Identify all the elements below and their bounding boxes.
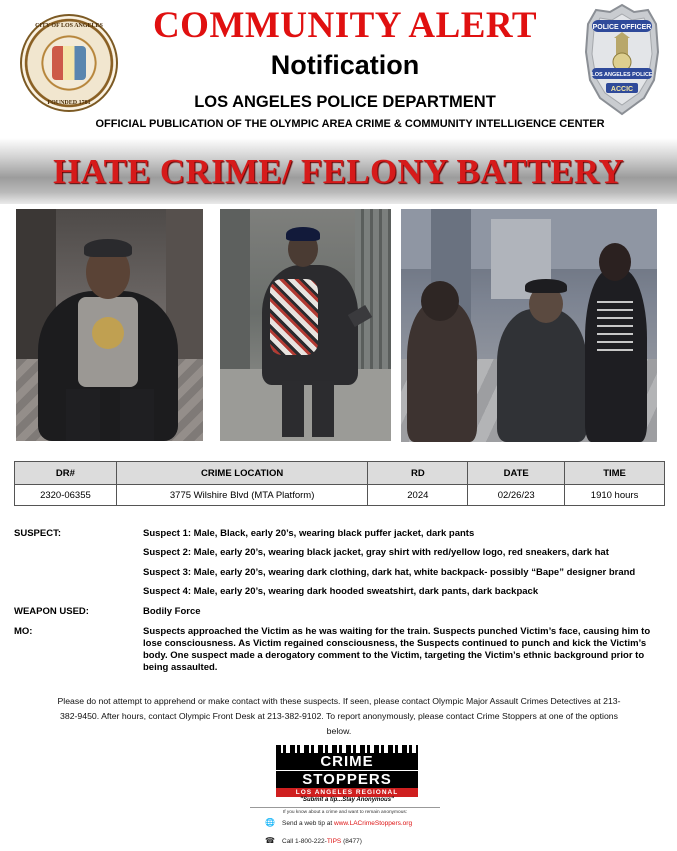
call-tips-word: TIPS	[326, 838, 342, 845]
header-crime-location: CRIME LOCATION	[116, 462, 368, 485]
suspect-4-description: Suspect 4: Male, early 20’s, wearing dark hooded sweatshirt, dark pants, dark backpack	[143, 586, 539, 597]
seal-bottom-text: FOUNDED 1781	[47, 100, 91, 106]
header-date: DATE	[468, 462, 565, 485]
web-tip-link[interactable]: www.LACrimeStoppers.org	[334, 820, 413, 827]
web-tip-prefix: Send a web tip at	[282, 820, 335, 827]
call-suffix: (8477)	[341, 838, 362, 845]
crime-headline: HATE CRIME/ FELONY BATTERY	[53, 152, 624, 191]
badge-middle-text: LOS ANGELES POLICE	[591, 72, 653, 78]
rd-cell: 2024	[368, 485, 468, 506]
contact-notice: Please do not attempt to apprehend or make contact with these suspects. If seen, please contact Olympic Major Assault Crimes Detectives at 213-382-9450. After hours, contact Olympic Front Desk at 213-382-9102. To report anonymously, please contact Crime Stoppers at one of the options below.	[57, 696, 621, 736]
badge-bottom-text: ACCIC	[610, 86, 634, 93]
anonymous-note: If you know about a crime and want to remain anonymous:	[282, 810, 408, 815]
mo-label: MO:	[14, 626, 33, 637]
mo-description: Suspects approached the Victim as he was waiting for the train. Suspects punched Victim’s face, causing him to lose consciousness. As Victim regained consciousness, the Suspects continued to punch and kick the Victim’s body. One suspect made a derogatory comment to the Victim, targeting the Victim’s ethnic background prior to being assaulted.	[143, 626, 651, 673]
phone-icon: ☎	[265, 836, 275, 845]
header-dr-number: DR#	[15, 462, 117, 485]
skyline-graphic	[276, 745, 418, 753]
weapon-value: Bodily Force	[143, 606, 201, 617]
badge-top-text: POLICE OFFICER	[592, 24, 652, 31]
logo-crime-text: CRIME	[276, 753, 418, 770]
date-cell: 02/26/23	[468, 485, 565, 506]
police-badge-logo	[582, 2, 662, 118]
table-row	[15, 485, 665, 506]
suspect-label: SUSPECT:	[14, 528, 61, 539]
suspect-2-description: Suspect 2: Male, early 20’s, wearing black jacket, gray shirt with red/yellow logo, red sneakers, dark hat	[143, 547, 609, 558]
publication-line: OFFICIAL PUBLICATION OF THE OLYMPIC AREA CRIME & COMMUNITY INTELLIGENCE CENTER	[95, 118, 605, 130]
time-cell: 1910 hours	[565, 485, 665, 506]
header-time: TIME	[565, 462, 665, 485]
surveillance-photo-2	[220, 209, 391, 441]
seal-shield-icon	[52, 46, 86, 80]
weapon-label: WEAPON USED:	[14, 606, 89, 617]
call-tip-line	[265, 836, 465, 845]
surveillance-photo-3	[401, 209, 657, 442]
notification-subtitle: Notification	[270, 50, 420, 80]
incident-table	[14, 461, 665, 506]
suspect-1-description: Suspect 1: Male, Black, early 20’s, wearing black puffer jacket, dark pants	[143, 528, 475, 539]
logo-region-text: LOS ANGELES REGIONAL	[276, 788, 418, 797]
crime-location-cell: 3775 Wilshire Blvd (MTA Platform)	[116, 485, 368, 506]
logo-stoppers-text: STOPPERS	[276, 771, 418, 788]
header-rd: RD	[368, 462, 468, 485]
seal-top-text: CITY OF LOS ANGELES	[35, 23, 103, 29]
table-header-row	[15, 462, 665, 485]
call-prefix: Call 1-800-222-	[282, 838, 327, 845]
footer-divider	[250, 807, 440, 808]
dr-number-cell: 2320-06355	[15, 485, 117, 506]
crime-stoppers-tagline: "Submit a tip...Stay Anonymous"	[300, 797, 394, 803]
department-name: LOS ANGELES POLICE DEPARTMENT	[194, 93, 496, 111]
suspect-3-description: Suspect 3: Male, early 20’s, wearing dark clothing, dark hat, white backpack- possibly “Bape” designer brand	[143, 567, 636, 578]
crime-stoppers-logo	[276, 745, 418, 797]
alert-title: COMMUNITY ALERT	[152, 5, 538, 46]
surveillance-photo-1	[16, 209, 203, 441]
web-tip-line	[265, 818, 465, 827]
globe-icon: 🌐	[265, 818, 275, 827]
